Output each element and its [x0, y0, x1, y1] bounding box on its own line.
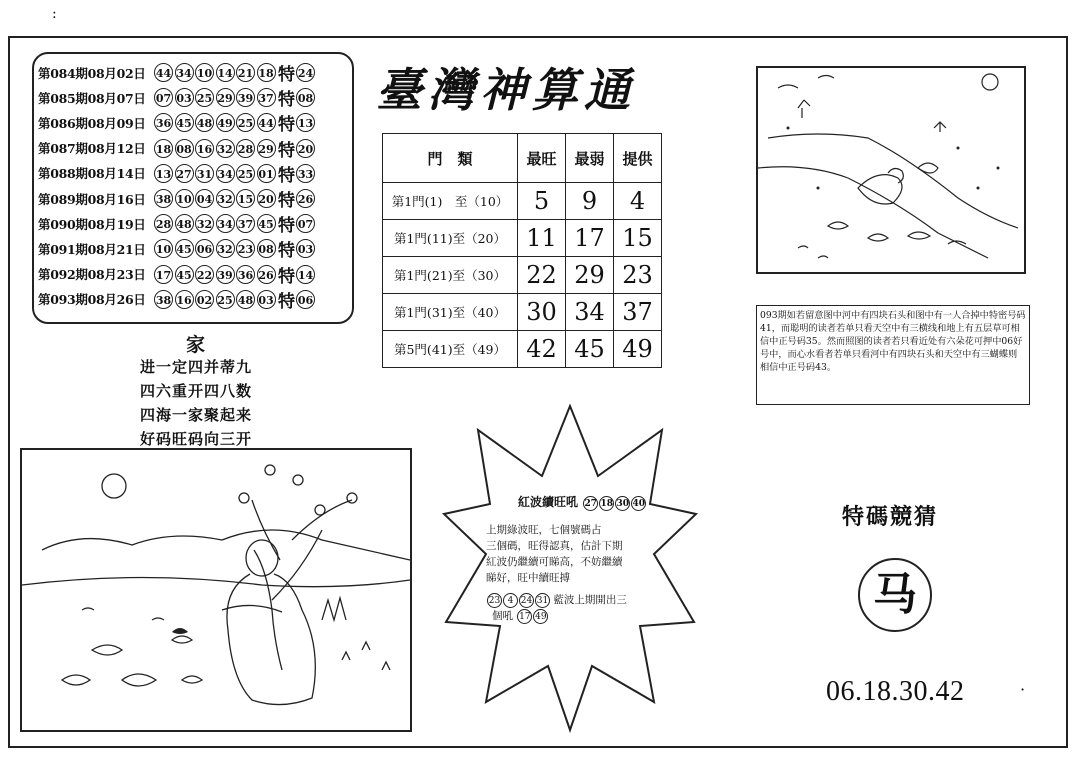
history-label: 第092期08月23日 — [38, 267, 146, 283]
number-ball: 32 — [216, 189, 235, 208]
history-label: 第089期08月16日 — [38, 191, 146, 207]
history-row — [38, 186, 352, 211]
history-row — [38, 161, 352, 186]
special-ball: 07 — [296, 214, 315, 233]
special-label: 特 — [278, 165, 295, 186]
number-ball: 21 — [236, 63, 255, 82]
number-ball: 38 — [154, 290, 173, 309]
lakeside-woman-illustration — [20, 448, 412, 732]
number-ball: 10 — [175, 189, 194, 208]
number-ball: 13 — [154, 164, 173, 183]
door-value-cell: 9 — [566, 183, 614, 220]
number-ball: 36 — [236, 265, 255, 284]
door-value-cell: 34 — [566, 294, 614, 331]
number-ball: 06 — [195, 239, 214, 258]
special-ball: 33 — [296, 164, 315, 183]
history-row — [38, 60, 352, 85]
predicted-numbers: 06.18.30.42 — [826, 676, 965, 707]
number-ball: 02 — [195, 290, 214, 309]
number-ball: 31 — [195, 164, 214, 183]
number-ball: 45 — [175, 113, 194, 132]
history-label: 第093期08月26日 — [38, 292, 146, 308]
number-ball: 30 — [615, 496, 630, 511]
table-row — [383, 183, 662, 220]
number-ball: 44 — [257, 113, 276, 132]
history-label: 第085期08月07日 — [38, 90, 146, 106]
number-ball: 32 — [216, 139, 235, 158]
number-ball: 27 — [583, 496, 598, 511]
number-ball: 16 — [175, 290, 194, 309]
table-header-hottest: 最旺 — [518, 134, 566, 183]
star-text-line: 上期綠波旺，七個號碼占 — [486, 524, 602, 536]
number-ball: 10 — [154, 239, 173, 258]
special-ball: 20 — [296, 139, 315, 158]
history-label: 第091期08月21日 — [38, 241, 146, 257]
number-ball: 34 — [216, 164, 235, 183]
number-ball: 20 — [257, 189, 276, 208]
page-title: 臺灣神算通 — [376, 63, 636, 117]
door-value-cell: 49 — [614, 331, 662, 368]
number-ball: 28 — [154, 214, 173, 233]
number-ball: 04 — [195, 189, 214, 208]
history-row — [38, 287, 352, 312]
number-ball: 18 — [599, 496, 614, 511]
number-ball: 40 — [631, 496, 646, 511]
special-label: 特 — [278, 216, 295, 237]
number-ball: 17 — [154, 265, 173, 284]
door-value-cell: 45 — [566, 331, 614, 368]
number-ball: 03 — [175, 88, 194, 107]
special-ball: 13 — [296, 113, 315, 132]
red-wave-title: 紅波續旺吼 — [518, 495, 579, 509]
number-ball: 08 — [175, 139, 194, 158]
number-ball: 25 — [236, 164, 255, 183]
number-ball: 39 — [236, 88, 255, 107]
door-value-cell: 17 — [566, 220, 614, 257]
number-ball: 18 — [257, 63, 276, 82]
number-ball: 4 — [503, 593, 518, 608]
number-ball: 28 — [236, 139, 255, 158]
history-label: 第087期08月12日 — [38, 141, 146, 157]
number-ball: 29 — [257, 139, 276, 158]
table-header-provided: 提供 — [614, 134, 662, 183]
poem-line: 四海一家聚起来 — [140, 406, 253, 424]
number-ball: 49 — [533, 609, 548, 624]
table-header-row — [383, 134, 662, 183]
star-text-line: 紅波仍繼續可睇高，不妨繼續 — [486, 556, 623, 568]
door-range-cell: 第5門(41)至（49） — [383, 331, 518, 368]
number-ball: 26 — [257, 265, 276, 284]
door-value-cell: 15 — [614, 220, 662, 257]
number-ball: 25 — [195, 88, 214, 107]
number-ball: 29 — [216, 88, 235, 107]
table-header-coldest: 最弱 — [566, 134, 614, 183]
special-label: 特 — [278, 266, 295, 287]
special-ball: 14 — [296, 265, 315, 284]
star-text-line: 三個碼，旺得認真，估計下期 — [486, 540, 623, 552]
table-header-category: 門 類 — [383, 134, 518, 183]
number-ball: 39 — [216, 265, 235, 284]
door-range-cell: 第1門(1) 至（10） — [383, 183, 518, 220]
door-value-cell: 11 — [518, 220, 566, 257]
last-prefix: 個吼 — [492, 610, 513, 622]
number-ball: 01 — [257, 164, 276, 183]
number-ball: 15 — [236, 189, 255, 208]
number-ball: 27 — [175, 164, 194, 183]
star-text-line: 睇好，旺中續旺搏 — [486, 572, 570, 584]
red-wave-heading — [518, 493, 646, 511]
history-label: 第088期08月14日 — [38, 166, 146, 182]
number-ball: 23 — [236, 239, 255, 258]
number-ball: 45 — [257, 214, 276, 233]
door-value-cell: 5 — [518, 183, 566, 220]
red-wave-body — [486, 522, 706, 624]
blue-wave-ball-group — [486, 594, 550, 606]
special-label: 特 — [278, 65, 295, 86]
special-label: 特 — [278, 241, 295, 262]
number-ball: 07 — [154, 88, 173, 107]
table-row — [383, 331, 662, 368]
history-label: 第090期08月19日 — [38, 216, 146, 232]
number-ball: 44 — [154, 63, 173, 82]
riddle-text-box — [756, 305, 1030, 405]
special-ball: 08 — [296, 88, 315, 107]
draw-history-list — [32, 52, 354, 324]
special-label: 特 — [278, 90, 295, 111]
poem-line: 进一定四并蒂九 — [140, 358, 253, 376]
red-wave-ball-group — [582, 495, 646, 509]
door-value-cell: 42 — [518, 331, 566, 368]
special-animal-badge: 马 — [858, 558, 932, 632]
door-range-cell: 第1門(11)至（20） — [383, 220, 518, 257]
riddle-text: 093期如若留意图中河中有四块石头和图中有一人合掉中特密号码41，而聪明的读者若单只看天空中有三横线和地上有五层草可相信中正号码35。然而照图的读者若只看近处有六朵花可押中06好号中，而心水看者若单只看河中有四块石头和天空中有三蝴蝶则相信中正号码43。 — [760, 310, 1026, 373]
number-ball: 03 — [257, 290, 276, 309]
special-ball: 03 — [296, 239, 315, 258]
last-ball-group — [516, 610, 548, 622]
number-ball: 45 — [175, 239, 194, 258]
special-ball: 06 — [296, 290, 315, 309]
special-label: 特 — [278, 191, 295, 212]
special-number-title: 特碼競猜 — [842, 504, 939, 530]
door-value-cell: 22 — [518, 257, 566, 294]
number-ball: 32 — [216, 239, 235, 258]
special-label: 特 — [278, 115, 295, 136]
history-row — [38, 110, 352, 135]
family-title: 家 — [186, 334, 206, 356]
number-ball: 45 — [175, 265, 194, 284]
number-ball: 24 — [519, 593, 534, 608]
door-value-cell: 37 — [614, 294, 662, 331]
number-ball: 16 — [195, 139, 214, 158]
door-range-cell: 第1門(31)至（40） — [383, 294, 518, 331]
number-ball: 18 — [154, 139, 173, 158]
door-range-cell: 第1門(21)至（30） — [383, 257, 518, 294]
history-row — [38, 236, 352, 261]
number-ball: 22 — [195, 265, 214, 284]
door-value-cell: 23 — [614, 257, 662, 294]
last-line — [486, 608, 706, 624]
number-ball: 38 — [154, 189, 173, 208]
number-ball: 32 — [195, 214, 214, 233]
history-label: 第084期08月02日 — [38, 65, 146, 81]
blue-wave-text: 藍波上期開出三 — [553, 594, 627, 606]
history-row — [38, 136, 352, 161]
history-row — [38, 211, 352, 236]
door-value-cell: 30 — [518, 294, 566, 331]
number-ball: 37 — [236, 214, 255, 233]
table-row — [383, 220, 662, 257]
number-ball: 17 — [517, 609, 532, 624]
corner-mark: : — [52, 6, 57, 22]
number-ball: 48 — [175, 214, 194, 233]
poem-line: 好码旺码向三开 — [140, 430, 253, 448]
special-ball: 26 — [296, 189, 315, 208]
number-ball: 23 — [487, 593, 502, 608]
history-row — [38, 85, 352, 110]
special-label: 特 — [278, 140, 295, 161]
number-ball: 34 — [175, 63, 194, 82]
history-label: 第086期08月09日 — [38, 115, 146, 131]
table-row — [383, 294, 662, 331]
door-value-cell: 4 — [614, 183, 662, 220]
special-label: 特 — [278, 291, 295, 312]
number-ball: 34 — [216, 214, 235, 233]
number-ball: 08 — [257, 239, 276, 258]
door-statistics-table — [382, 133, 662, 368]
poem-line: 四六重开四八数 — [140, 382, 253, 400]
number-ball: 10 — [195, 63, 214, 82]
number-ball: 48 — [195, 113, 214, 132]
number-ball: 36 — [154, 113, 173, 132]
number-ball: 37 — [257, 88, 276, 107]
river-scene-illustration — [756, 66, 1026, 274]
number-ball: 25 — [236, 113, 255, 132]
door-value-cell: 29 — [566, 257, 614, 294]
river-scene-drawing — [758, 68, 1024, 272]
history-row — [38, 262, 352, 287]
table-row — [383, 257, 662, 294]
blue-wave-line — [486, 592, 706, 608]
number-ball: 49 — [216, 113, 235, 132]
number-ball: 25 — [216, 290, 235, 309]
number-ball: 14 — [216, 63, 235, 82]
number-ball: 31 — [535, 593, 550, 608]
lakeside-drawing — [22, 450, 410, 730]
dot-mark: · — [1020, 680, 1026, 699]
number-ball: 48 — [236, 290, 255, 309]
special-ball: 24 — [296, 63, 315, 82]
